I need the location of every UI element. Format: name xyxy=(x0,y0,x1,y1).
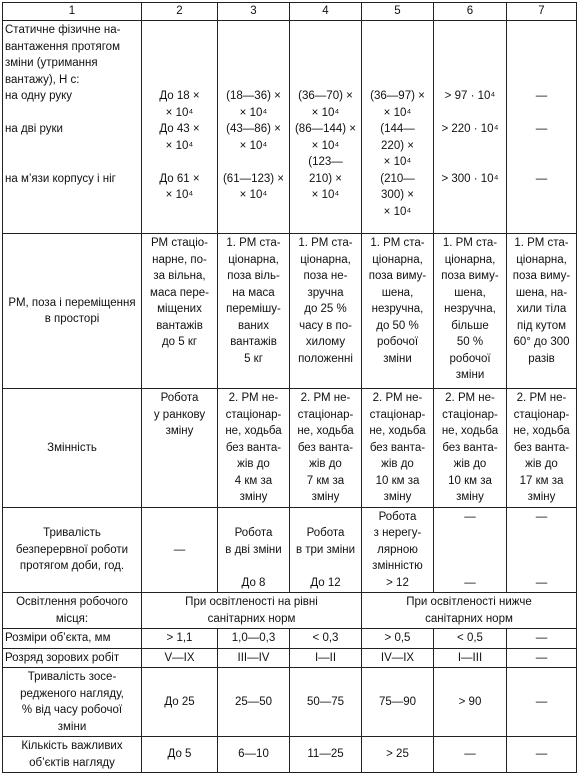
row-label xyxy=(3,737,142,773)
row-label: Змінність xyxy=(3,389,142,508)
lighting-row xyxy=(3,593,577,629)
table-cell xyxy=(362,507,434,593)
table-cell xyxy=(142,21,218,234)
cell-text: 1. РМ ста- ціонарна, поза віль- на маса перемішу- ваних вантажів 5 кг xyxy=(226,237,281,365)
table-cell xyxy=(507,507,577,593)
column-header: 3 xyxy=(218,3,290,21)
table-cell: 11—25 xyxy=(290,737,362,773)
cell-text: 2. РМ не- стаціонар- не, ходьба без вантa- жів до 4 км за зміну xyxy=(225,392,282,503)
column-header: 2 xyxy=(142,3,218,21)
table-cell xyxy=(142,507,218,593)
cell-text: 2. РМ не- стаціонар- не, ходьба без вантa- жів до 17 км за зміну xyxy=(513,392,570,503)
cell-text: 1. РМ ста- ціонарна, поза не- зручна до 25 % часу в по- хилому положенні xyxy=(298,237,353,365)
table-cell: — xyxy=(507,737,577,773)
row-label-text: РМ, поза і переміщення в просторі xyxy=(8,296,136,325)
table-cell: 1,0—0,3 xyxy=(218,629,290,649)
table-cell: > 0,5 xyxy=(362,629,434,649)
cell-text: 1. РМ ста- ціонарна, поза виму- шена, незручна, більше 50 % робочої зміни xyxy=(441,237,499,381)
concentrated-observation-row xyxy=(3,668,577,737)
table-cell: 6—10 xyxy=(218,737,290,773)
table-cell: I—II xyxy=(290,648,362,668)
row-label-text: Тривалість безперервної роботи протягом доби, год. xyxy=(15,527,129,572)
table-cell xyxy=(142,593,362,629)
column-header: 6 xyxy=(434,3,507,21)
table-cell xyxy=(434,389,507,508)
table-cell: 75—90 xyxy=(362,668,434,737)
table-cell: > 25 xyxy=(362,737,434,773)
table-cell xyxy=(218,389,290,508)
cell-text: Робота з нерегу- лярною змінністю > 12 xyxy=(372,510,423,589)
cell-text: 1. РМ ста- ціонарна, поза виму- шена, незручна, до 50 % робочої зміни xyxy=(368,237,427,365)
cell-text: — xyxy=(173,543,186,556)
table-cell: — xyxy=(507,668,577,737)
table-cell xyxy=(362,21,434,234)
table-cell: — xyxy=(434,737,507,773)
cell-text: (36—70) × × 10⁴ (86—144) × × 10⁴ (123— 210) × × 10⁴ xyxy=(294,90,357,201)
table-cell xyxy=(218,507,290,593)
cell-text: До 18 × × 10⁴ До 43 × × 10⁴ До 61 × × 10⁴ xyxy=(159,90,200,201)
cell-text: 2. РМ не- стаціонар- не, ходьба без вантa- жів до 7 км за зміну xyxy=(297,392,354,503)
cell-text: 2. РМ не- стаціонар- не, ходьба без вантa- жів до 10 км за зміну xyxy=(441,392,499,503)
object-size-row xyxy=(3,629,577,649)
cell-text: (18—36) × × 10⁴ (43—86) × × 10⁴ (61—123) × × 10⁴ xyxy=(222,90,285,201)
cell-text: 1. РМ ста- ціонарна, поза виму- шена, на- хили тіла під кутом 60° до 300 разів xyxy=(512,237,571,365)
table-cell xyxy=(507,234,577,389)
important-objects-row xyxy=(3,737,577,773)
cell-text: Робота в дві зміни До 8 xyxy=(225,527,282,589)
cell-text: > 97 · 10⁴ > 220 · 10⁴ > 300 · 10⁴ xyxy=(441,90,499,185)
table-cell xyxy=(142,234,218,389)
cell-text: Робота у ранкову зміну xyxy=(153,392,206,437)
column-header: 7 xyxy=(507,3,577,21)
cell-text: Робота в три зміни До 12 xyxy=(295,527,356,589)
table-cell: До 25 xyxy=(142,668,218,737)
row-label-text: Тривалість зосе- редженого нагляду, % від часу робочої зміни xyxy=(20,671,124,733)
table-cell: > 1,1 xyxy=(142,629,218,649)
visual-work-category-row xyxy=(3,648,577,668)
row-label xyxy=(3,668,142,737)
table-cell: < 0,3 xyxy=(290,629,362,649)
workplace-posture-row xyxy=(3,234,577,389)
continuous-work-row xyxy=(3,507,577,593)
table-cell xyxy=(434,21,507,234)
column-header: 5 xyxy=(362,3,434,21)
cell-text: 2. РМ не- стаціонар- не, ходьба без вантa- жів до 10 км за зміну xyxy=(369,392,426,503)
table-cell xyxy=(507,21,577,234)
table-cell: 25—50 xyxy=(218,668,290,737)
cell-text: РМ стаціо- нарне, по- за вільна, маса пере- міщених вантажів до 5 кг xyxy=(150,237,209,348)
table-cell: — xyxy=(507,629,577,649)
table-cell xyxy=(362,234,434,389)
cell-text: — — xyxy=(535,510,548,589)
table-cell xyxy=(290,507,362,593)
table-cell: III—IV xyxy=(218,648,290,668)
table-cell xyxy=(218,21,290,234)
table-cell xyxy=(362,593,577,629)
cell-text: (36—97) × × 10⁴ (144— 220) × × 10⁴ (210— 300) × × 10⁴ xyxy=(370,90,425,218)
cell-text: При освітленості нижче санітарних норм xyxy=(406,596,532,625)
table-cell xyxy=(218,234,290,389)
table-cell: 50—75 xyxy=(290,668,362,737)
work-conditions-table xyxy=(2,2,577,773)
row-label-text: Статичне фізичне на- вантаження протягом зміни (утримання вантажу), Н с: на одну руку на дві руки на м’язи корпусу і ніг xyxy=(5,24,121,185)
row-label xyxy=(3,234,142,389)
table-cell: V—IX xyxy=(142,648,218,668)
row-label: Розміри об’єкта, мм xyxy=(3,629,142,649)
table-cell: > 90 xyxy=(434,668,507,737)
row-label: Розряд зорових робіт xyxy=(3,648,142,668)
cell-text: — — — xyxy=(535,90,548,185)
cell-text: — — xyxy=(464,510,476,589)
row-label xyxy=(3,21,142,234)
table-cell xyxy=(434,234,507,389)
table-cell xyxy=(362,389,434,508)
table-cell xyxy=(290,21,362,234)
static-load-row xyxy=(3,21,577,234)
column-header: 1 xyxy=(3,3,142,21)
row-label xyxy=(3,593,142,629)
table-cell: — xyxy=(507,648,577,668)
table-cell: < 0,5 xyxy=(434,629,507,649)
row-label-text: Освітлення робочого місця: xyxy=(16,596,128,625)
table-cell xyxy=(290,389,362,508)
table-cell: I—III xyxy=(434,648,507,668)
shift-row xyxy=(3,389,577,508)
table-cell xyxy=(507,389,577,508)
table-cell xyxy=(434,507,507,593)
table-cell xyxy=(142,389,218,508)
cell-text: При освітленості на рівні санітарних норм xyxy=(185,596,318,625)
table-cell: До 5 xyxy=(142,737,218,773)
table-cell xyxy=(290,234,362,389)
table-cell: IV—IX xyxy=(362,648,434,668)
row-label xyxy=(3,507,142,593)
column-header: 4 xyxy=(290,3,362,21)
row-label-text: Кількість важливих об’єктів нагляду xyxy=(21,740,123,769)
header-row xyxy=(3,3,577,21)
